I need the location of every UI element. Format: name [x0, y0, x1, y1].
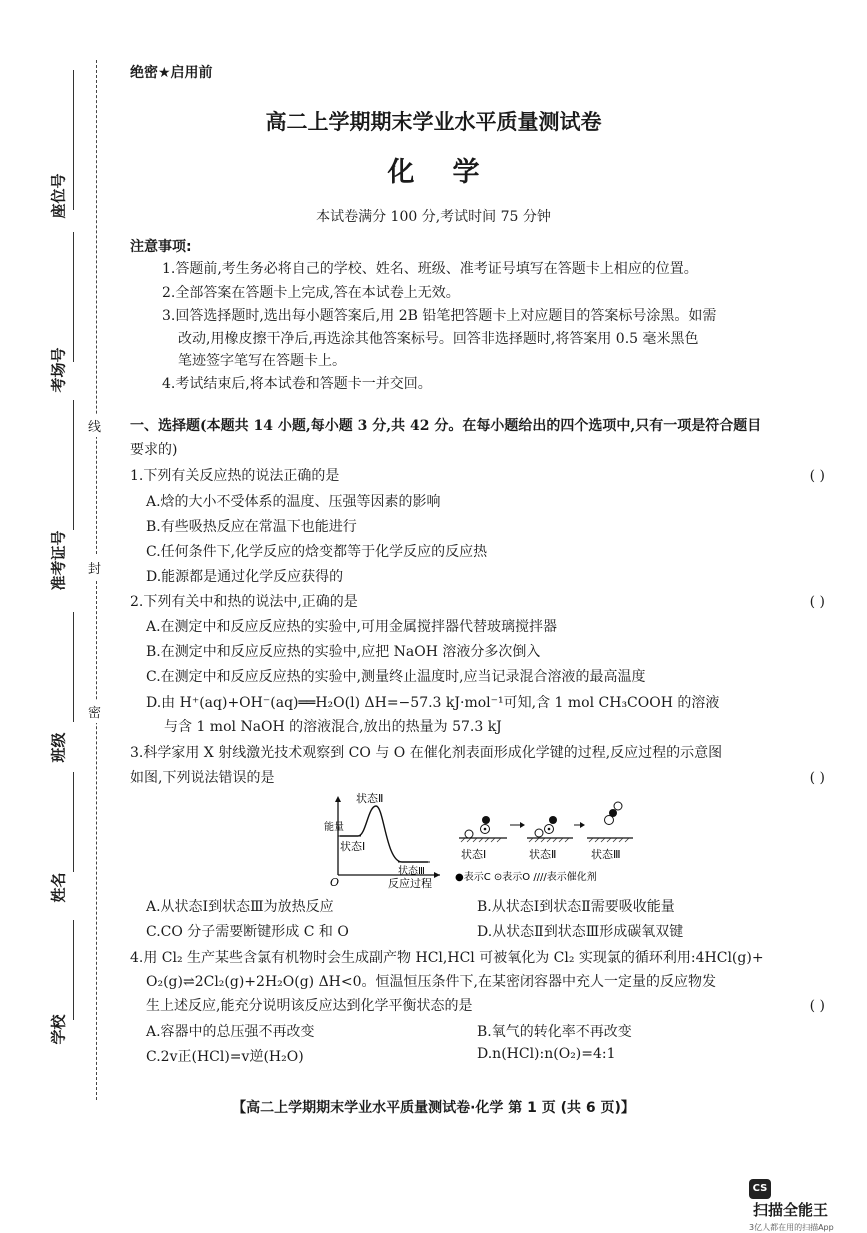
confidential-mark: 绝密★启用前 — [130, 65, 213, 81]
ticket-rule — [73, 400, 74, 530]
binding-char-bind: 密 — [88, 700, 101, 723]
exam-room-rule — [73, 232, 74, 362]
question-4-text-cont2: 生上述反应,能充分说明该反应达到化学平衡状态的是 — [146, 998, 473, 1014]
name-rule — [73, 772, 74, 872]
question-1-stem — [130, 464, 825, 488]
q3-option-b: B.从状态Ⅰ到状态Ⅱ需要吸收能量 — [477, 899, 675, 915]
state1-mol-label: 状态Ⅰ — [461, 848, 487, 861]
question-2 — [130, 590, 825, 614]
binding-char-seal: 封 — [88, 556, 101, 579]
question-4 — [130, 946, 825, 970]
state1-label: 状态Ⅰ — [340, 840, 366, 853]
answer-paren: ( ) — [809, 770, 825, 786]
state2-mol-label: 状态Ⅱ — [529, 848, 557, 861]
c-atom-state3 — [609, 809, 617, 817]
diagram-legend: ●表示C ⊙表示O ////表示催化剂 — [455, 872, 597, 883]
notice-title: 注意事项: — [130, 239, 192, 255]
q3-option-d: D.从状态Ⅱ到状态Ⅲ形成碳氧双键 — [477, 924, 684, 940]
c-atom-state1 — [482, 816, 490, 824]
c-atom-state2 — [549, 816, 557, 824]
o-atom-free-state1 — [465, 830, 473, 838]
o-atom-2-state3 — [614, 802, 622, 810]
question-3 — [130, 741, 825, 765]
binding-char-line: 线 — [88, 414, 101, 437]
scanner-name: 扫描全能王 — [753, 1200, 829, 1219]
energy-curve — [340, 806, 428, 862]
question-3-stem — [130, 741, 825, 765]
catalyst-states-diagram — [455, 800, 645, 890]
answer-paren: ( ) — [809, 998, 825, 1014]
question-1 — [130, 464, 825, 488]
seat-label: 座位号 — [49, 173, 68, 219]
class-rule — [73, 612, 74, 722]
class-label: 班级 — [49, 732, 68, 763]
section-heading — [130, 414, 825, 438]
question-3-text-cont: 如图,下列说法错误的是 — [130, 770, 275, 786]
q2-option-c: C.在测定中和反应反应热的实验中,测量终止温度时,应当记录混合溶液的最高温度 — [146, 669, 646, 685]
q1-option-b: B.有些吸热反应在常温下也能进行 — [146, 519, 357, 535]
q4-option-a: A.容器中的总压强不再改变 — [146, 1024, 315, 1040]
q4-option-c: C.2v正(HCl)=v逆(H₂O) — [146, 1049, 304, 1065]
origin-label: O — [330, 876, 340, 889]
energy-diagram — [318, 790, 448, 890]
name-label: 姓名 — [49, 872, 68, 903]
question-4-stem — [130, 946, 825, 970]
page-footer: 【高二上学期期末学业水平质量测试卷·化学 第 1 页 (共 6 页)】 — [232, 1100, 635, 1116]
q2-option-d: D.由 H⁺(aq)+OH⁻(aq)══H₂O(l) ΔH=−57.3 kJ·mol⁻¹可知,含 1 mol CH₃COOH 的溶液 — [146, 695, 720, 711]
q4-option-b: B.氧气的转化率不再改变 — [477, 1024, 632, 1040]
score-line: 本试卷满分 100 分,考试时间 75 分钟 — [316, 209, 551, 225]
scanner-tagline: 3亿人都在用的扫描App — [749, 1222, 834, 1232]
notice-item-3-cont: 改动,用橡皮擦干净后,再选涂其他答案标号。回答非选择题时,将答案用 0.5 毫米黑色 — [178, 331, 699, 347]
y-axis-arrow — [335, 796, 341, 802]
q3-option-c: C.CO 分子需要断键形成 C 和 O — [146, 924, 349, 940]
school-rule — [73, 920, 74, 1020]
question-1-text: 1.下列有关反应热的说法正确的是 — [130, 468, 340, 484]
x-axis-label: 反应过程 — [388, 877, 432, 890]
section-heading-line1: 一、选择题(本题共 14 小题,每小题 3 分,共 42 分。在每小题给出的四个选项中,只有一项是符合题目 — [130, 418, 762, 434]
q1-option-a: A.焓的大小不受体系的温度、压强等因素的影响 — [146, 494, 441, 510]
notice-item-2: 2.全部答案在答题卡上完成,答在本试卷上无效。 — [162, 285, 460, 301]
school-label: 学校 — [49, 1014, 68, 1045]
x-axis-arrow — [434, 872, 440, 878]
state2-label: 状态Ⅱ — [356, 792, 384, 805]
exam-room-label: 考场号 — [49, 347, 68, 393]
q2-option-a: A.在测定中和反应反应热的实验中,可用金属搅拌器代替玻璃搅拌器 — [146, 619, 558, 635]
seat-rule — [73, 70, 74, 210]
notice-item-3-cont2: 笔迹签字笔写在答题卡上。 — [178, 353, 346, 369]
q1-option-c: C.任何条件下,化学反应的焓变都等于化学反应的反应热 — [146, 544, 488, 560]
notice-item-4: 4.考试结束后,将本试卷和答题卡一并交回。 — [162, 376, 432, 392]
question-2-stem — [130, 590, 825, 614]
q2-option-d-cont: 与含 1 mol NaOH 的溶液混合,放出的热量为 57.3 kJ — [164, 719, 502, 735]
q4-option-d: D.n(HCl):n(O₂)=4:1 — [477, 1046, 616, 1062]
q2-option-b: B.在测定中和反应反应热的实验中,应把 NaOH 溶液分多次倒入 — [146, 644, 541, 660]
notice-item-1: 1.答题前,考生务必将自己的学校、姓名、班级、准考证号填写在答题卡上相应的位置。 — [162, 261, 698, 277]
page-title: 高二上学期期末学业水平质量测试卷 — [265, 109, 602, 134]
answer-paren: ( ) — [809, 468, 825, 484]
scanner-watermark — [749, 1178, 849, 1233]
o-atom-free-state2 — [535, 829, 543, 837]
state3-mol-label: 状态Ⅲ — [591, 848, 621, 861]
answer-paren: ( ) — [809, 594, 825, 610]
notice-item-3: 3.回答选择题时,选出每小题答案后,用 2B 铅笔把答题卡上对应题目的答案标号涂黑。如需 — [162, 308, 717, 324]
question-4-stem-cont2 — [146, 994, 825, 1018]
y-axis-label: 能量 — [324, 822, 344, 833]
q1-option-d: D.能源都是通过化学反应获得的 — [146, 569, 344, 585]
question-4-text: 4.用 Cl₂ 生产某些含氯有机物时会生成副产物 HCl,HCl 可被氧化为 Cl₂ 实现氯的循环利用:4HCl(g)+ — [130, 950, 764, 966]
question-3-text: 3.科学家用 X 射线激光技术观察到 CO 与 O 在催化剂表面形成化学键的过程,反应过程的示意图 — [130, 745, 723, 761]
section-heading-cont: 要求的) — [130, 442, 178, 458]
state3-label: 状态Ⅲ — [398, 866, 425, 877]
question-4-stem-cont — [146, 970, 825, 994]
question-2-text: 2.下列有关中和热的说法中,正确的是 — [130, 594, 358, 610]
scanner-logo-icon: CS — [749, 1179, 771, 1199]
question-4-text-cont: O₂(g)⇌2Cl₂(g)+2H₂O(g) ΔH<0。恒温恒压条件下,在某密闭容器中充人一定量的反应物发 — [146, 974, 716, 990]
q3-option-a: A.从状态Ⅰ到状态Ⅲ为放热反应 — [146, 899, 334, 915]
question-3-stem-cont — [130, 766, 825, 790]
ticket-label: 准考证号 — [49, 530, 68, 591]
subject-title: 化学 — [387, 157, 518, 188]
